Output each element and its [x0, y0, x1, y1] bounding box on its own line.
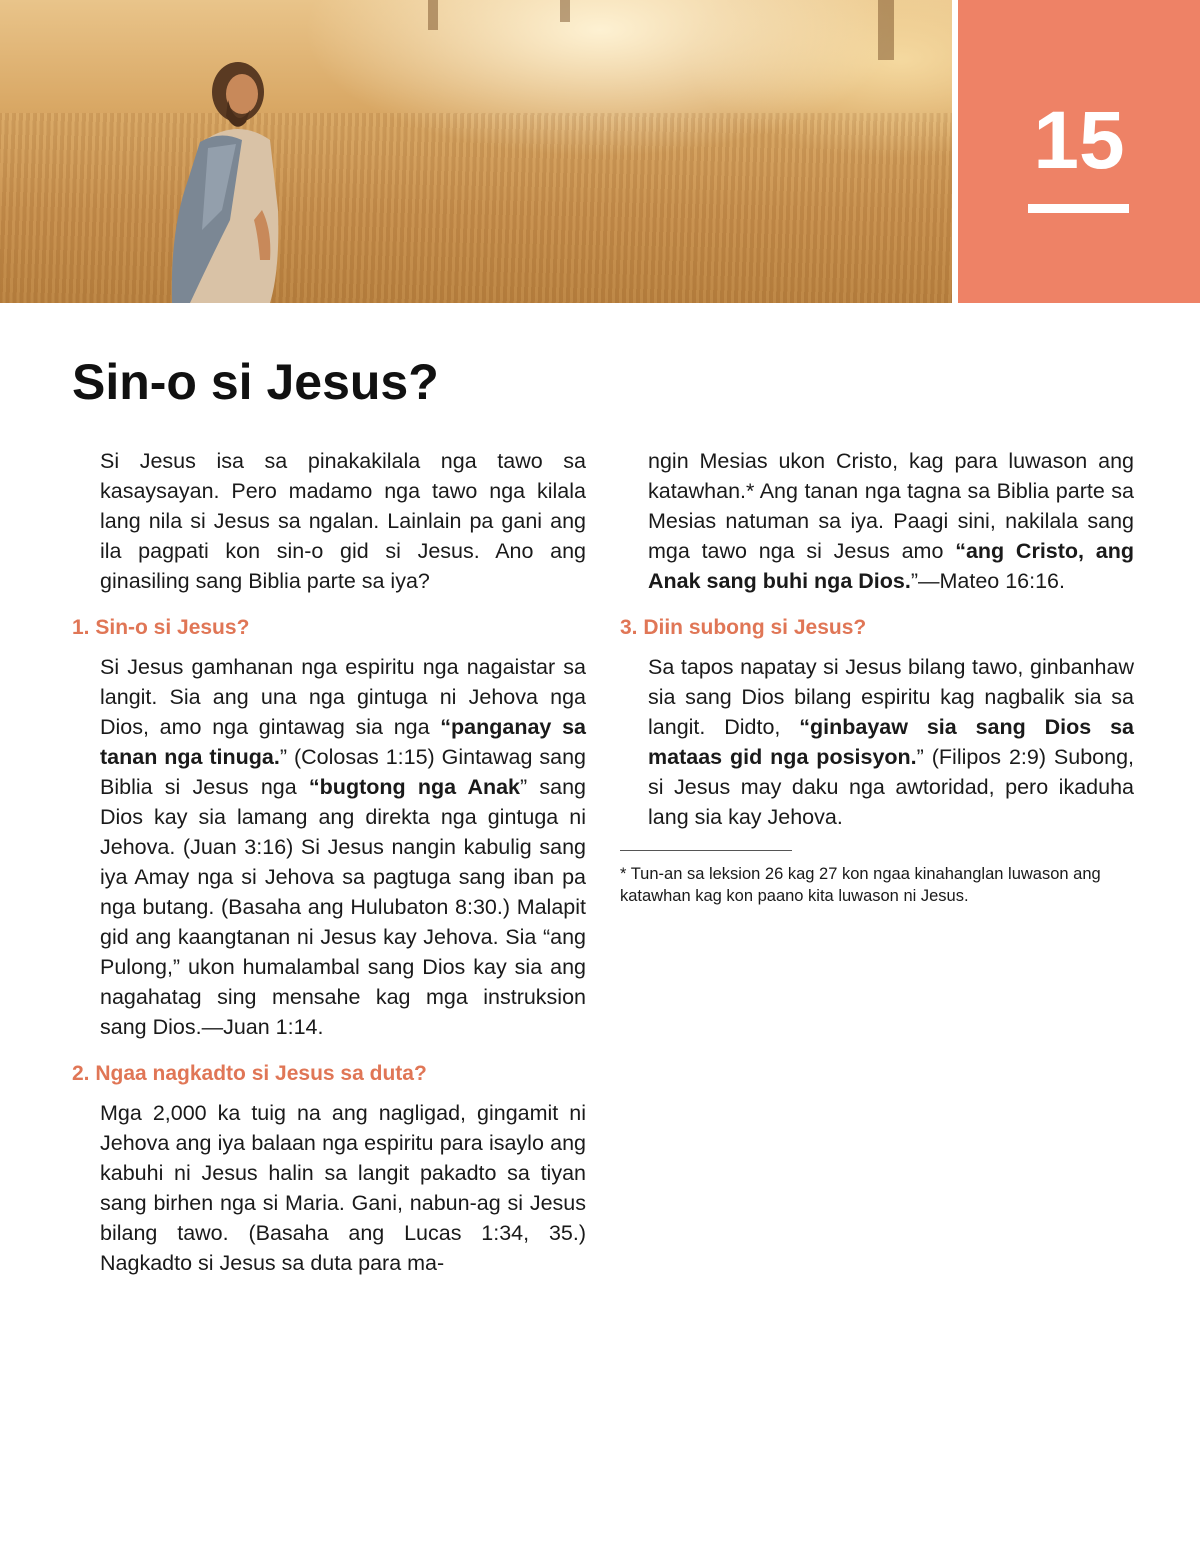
question-3-heading: 3. Diin subong si Jesus?	[620, 616, 867, 639]
text-run: Sa tapos napatay si Jesus bilang tawo, ginbanhaw sia sang Dios bilang espiritu kag nagbalik sia sa langit. Didto,	[648, 655, 1134, 739]
text-run: ” (Filipos 2:9) Subong, si Jesus may daku nga awtoridad, pero ikaduha lang sia kay Jehova.	[648, 745, 1135, 829]
hero-photo	[0, 0, 952, 303]
bold-quote: “ginbayaw sia sang Dios sa mataas gid nga posisyon.	[648, 715, 1135, 769]
question-3-paragraph	[648, 652, 1134, 832]
text-run: ” (Colosas 1:15) Gintawag sang Biblia si Jesus nga	[100, 745, 586, 799]
tree-trunk	[560, 0, 570, 22]
chapter-number-box	[958, 0, 1200, 303]
right-column	[620, 446, 1134, 907]
tree-trunk	[878, 0, 894, 60]
footnote-divider	[620, 850, 792, 851]
intro-paragraph: Si Jesus isa sa pinakakilala nga tawo sa kasaysayan. Pero madamo nga tawo nga kilala lang nila si Jesus sa ngalan. Lainlain pa gani ang ila pagpati kon sin-o gid si Jesus. Ano ang ginasiling sang Biblia parte sa iya?	[100, 449, 586, 593]
footnote: * Tun-an sa leksion 26 kag 27 kon ngaa kinahanglan luwason ang katawhan kag kon paano kita luwason ni Jesus.	[620, 865, 1101, 905]
text-run: Si Jesus gamhanan nga espiritu nga nagaistar sa langit. Sia ang una nga gintuga ni Jehova nga Dios, amo nga gintawag sia nga	[100, 655, 586, 739]
question-2-paragraph: Mga 2,000 ka tuig na ang nagligad, gingamit ni Jehova ang iya balaan nga espiritu para isaylo ang kabuhi ni Jesus halin sa langit pakadto sa tiyan sang birhen nga si Maria. Gani, nabun-ag si Jesus bilang tawo. (Basaha ang Lucas 1:34, 35.) Nagkadto si Jesus sa duta para ma-	[100, 1101, 586, 1275]
question-1-paragraph	[100, 652, 586, 1042]
left-column	[72, 446, 586, 1278]
question-2-paragraph-continued	[648, 446, 1134, 596]
question-1-heading: 1. Sin-o si Jesus?	[72, 616, 250, 639]
tree-trunk	[428, 0, 438, 30]
text-run: ”—Mateo 16:16.	[910, 569, 1065, 593]
bold-quote: “ang Cristo, ang Anak sang buhi nga Dios.	[648, 539, 1135, 593]
grass-field	[0, 113, 952, 303]
chapter-number: 15	[1033, 95, 1125, 186]
bold-quote: “bugtong nga Anak	[308, 775, 521, 799]
question-2-heading: 2. Ngaa nagkadto si Jesus sa duta?	[72, 1062, 427, 1085]
bold-quote: “panganay sa tanan nga tinuga.	[100, 715, 586, 769]
text-run: ngin Mesias ukon Cristo, kag para luwason ang katawhan.* Ang tanan nga tagna sa Biblia parte sa Mesias natuman sa iya. Paagi sini, nakilala sang mga tawo nga si Jesus amo	[648, 449, 1134, 563]
text-run: ” sang Dios kay sia lamang ang direkta nga gintuga ni Jehova. (Juan 3:16) Si Jesus nangin kabulig sang iya Amay nga si Jehova sa pagtuga sang iban pa nga butang. (Basaha ang Hulubaton 8:30.) Malapit gid ang kaangtanan ni Jesus kay Jehova. Sia “ang Pulong,” ukon humalambal sang Dios kay sia ang nagahatag sing mensahe kag mga instruksion sang Dios.—Juan 1:14.	[100, 775, 586, 1039]
chapter-underline	[1028, 204, 1129, 213]
page-title: Sin-o si Jesus?	[72, 354, 439, 410]
jesus-figure-illustration	[150, 30, 290, 303]
